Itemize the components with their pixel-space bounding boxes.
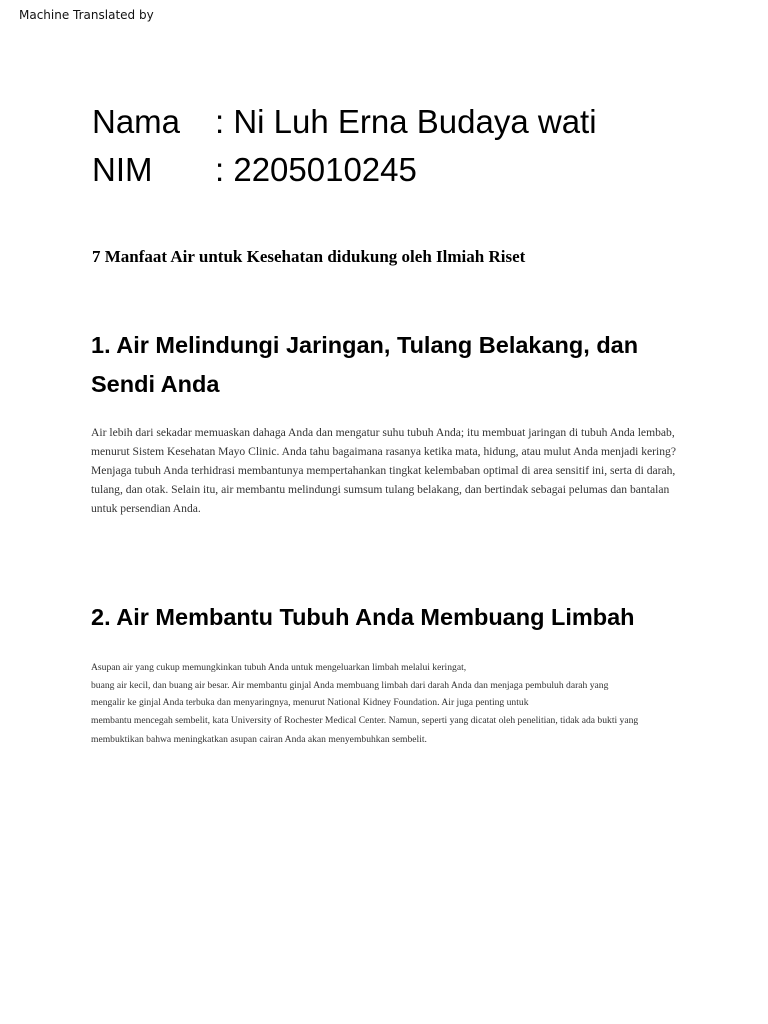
section-2-line: buang air kecil, dan buang air besar. Air membantu ginjal Anda membuang limbah dari darah Anda dan menjaga pembuluh darah yang [91,679,609,691]
name-row [92,98,597,146]
section-2-line: membuktikan bahwa meningkatkan asupan cairan Anda akan menyembuhkan sembelit. [91,733,427,745]
section-2-body [91,659,679,748]
machine-translated-note: Machine Translated by [19,8,154,22]
document-title: 7 Manfaat Air untuk Kesehatan didukung oleh Ilmiah Riset [92,247,526,266]
student-identity [92,98,597,194]
section-1-body: Air lebih dari sekadar memuaskan dahaga Anda dan mengatur suhu tubuh Anda; itu membuat jaringan di tubuh Anda lembab, menurut Sistem Kesehatan Mayo Clinic. Anda tahu bagaimana rasanya ketika mata, hidung, atau mulut Anda menjadi kering? Menjaga tubuh Anda terhidrasi membantunya mempertahankan tingkat kelembaban optimal di area sensitif ini, serta di darah, tulang, dan otak. Selain itu, air membantu melindungi sumsum tulang belakang, dan bertindak sebagai pelumas dan bantalan untuk persendian Anda. [91,426,677,515]
name-value: : Ni Luh Erna Budaya wati [215,103,597,140]
name-label: Nama [92,103,181,140]
section-1-heading: 1. Air Melindungi Jaringan, Tulang Belakang, dan Sendi Anda [91,332,639,397]
section-2-line: Asupan air yang cukup memungkinkan tubuh Anda untuk mengeluarkan limbah melalui keringat, [91,662,467,673]
section-2-line: membantu mencegah sembelit, kata University of Rochester Medical Center. Namun, seperti yang dicatat oleh penelitian, tidak ada bukti yang [91,714,639,726]
nim-row [92,146,597,194]
section-2-heading: 2. Air Membantu Tubuh Anda Membuang Limbah [91,604,635,630]
section-2-line: mengalir ke ginjal Anda terbuka dan menyaringnya, menurut National Kidney Foundation. Air juga penting untuk [91,697,529,708]
nim-label: NIM [92,151,153,188]
nim-value: : 2205010245 [215,151,417,188]
